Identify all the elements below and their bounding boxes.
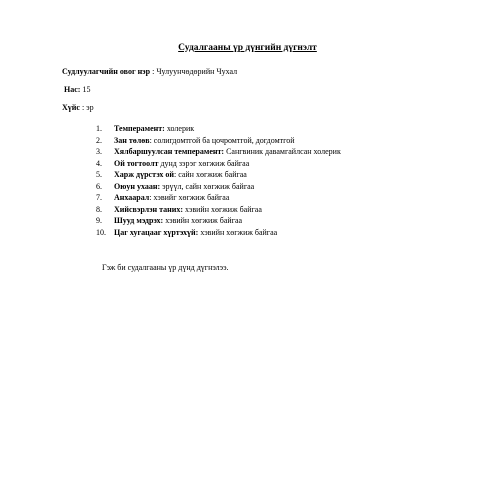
- researcher-field: [62, 67, 237, 76]
- list-item-value: хэвийн хөгжиж байгаа: [183, 204, 262, 214]
- list-item-value: дунд зэрэг хөгжиж байгаа: [158, 158, 250, 168]
- list-item-number: 4.: [96, 158, 102, 168]
- list-item-number: 10.: [96, 227, 106, 237]
- list-item-value: : хэвийг хөгжиж байгаа: [149, 193, 230, 202]
- list-item-key: Хийсвэрлэн таних:: [114, 204, 184, 214]
- age-field: [64, 85, 90, 94]
- list-item: [96, 136, 341, 148]
- list-item: [96, 193, 341, 205]
- list-item: [96, 182, 341, 194]
- list-item-value: эрүүл, сайн хөгжиж байгаа: [160, 181, 255, 191]
- list-item-value: хэвийн хөгжиж байгаа: [198, 227, 278, 237]
- list-item-number: 3.: [96, 147, 102, 156]
- list-item-number: 1.: [96, 124, 102, 133]
- list-item-key: Ой тогтоолт: [114, 158, 159, 168]
- age-value: 15: [80, 85, 91, 94]
- gender-field: [62, 103, 94, 112]
- researcher-separator: :: [150, 67, 157, 76]
- list-item-value: хэвийн хөгжиж байгаа: [163, 216, 243, 225]
- gender-separator: :: [79, 103, 87, 112]
- list-item-key: Харж дүрстэх ой: [114, 170, 174, 179]
- document-title: Судалгааны үр дүнгийн дүгнэлт: [178, 43, 317, 53]
- result-list: [96, 124, 341, 239]
- list-item-key: Шууд мэдрэх:: [114, 216, 164, 225]
- list-item: [96, 159, 341, 171]
- list-item-key: Хялбаршуулсан темперамент:: [114, 147, 225, 156]
- list-item-key: Анхаарал: [114, 193, 150, 202]
- list-item-number: 5.: [96, 170, 102, 179]
- list-item-value: холерик: [164, 124, 195, 133]
- list-item: [96, 124, 341, 136]
- list-item-number: 2.: [96, 135, 102, 145]
- list-item-key: Оюун ухаан:: [114, 181, 161, 191]
- list-item: [96, 216, 341, 228]
- list-item-number: 6.: [96, 181, 102, 191]
- list-item-number: 8.: [96, 204, 102, 214]
- list-item-number: 9.: [96, 216, 102, 225]
- list-item-key: Зан төлөв: [114, 135, 150, 145]
- researcher-label: Судлуулагчийн овог нэр: [62, 67, 151, 76]
- list-item-value: : сайн хөгжиж байгаа: [173, 170, 247, 179]
- list-item-value: Сангвиник давамгайлсан холерик: [224, 147, 341, 156]
- list-item-value: : солигдомтгой ба цочромтгой, догдомтгой: [149, 135, 295, 145]
- gender-label: Хүйс: [62, 103, 80, 112]
- list-item: [96, 170, 341, 182]
- gender-value: эр: [86, 103, 94, 112]
- list-item-number: 7.: [96, 193, 102, 202]
- researcher-value: Чулуунчөдөрийн Чухал: [156, 67, 238, 76]
- list-item-key: Цаг хугацааг хүртэхүй:: [114, 227, 199, 237]
- list-item: [96, 228, 341, 240]
- age-label: Нас:: [64, 85, 81, 94]
- list-item-key: Темперамент:: [114, 124, 165, 133]
- conclusion-text: Гэж би судалгааны үр дүнд дүгнэлээ.: [102, 263, 229, 272]
- list-item: [96, 147, 341, 159]
- list-item: [96, 205, 341, 217]
